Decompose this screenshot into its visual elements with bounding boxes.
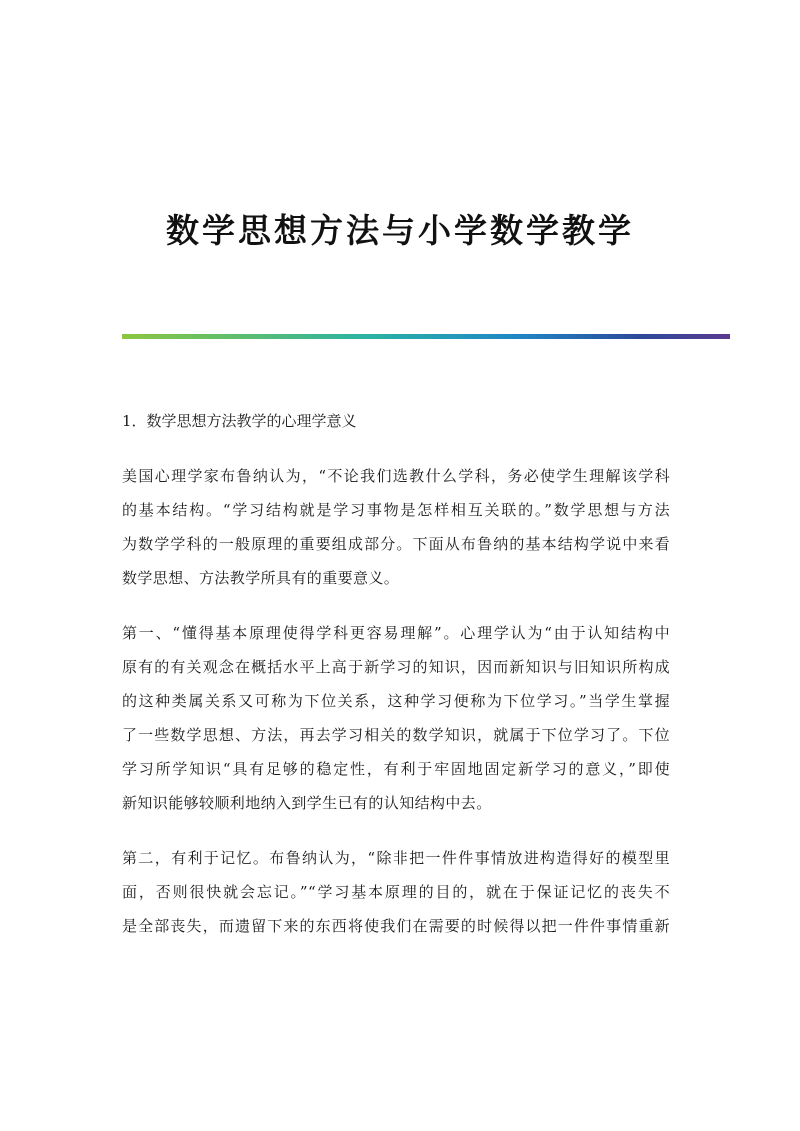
title-divider — [122, 334, 730, 339]
paragraph-line: 美国心理学家布鲁纳认为，“不论我们选教什么学科，务必使学生理解该学科 — [122, 467, 670, 485]
paragraph-line: 的这种类属关系又可称为下位关系，这种学习便称为下位学习。”当学生掌握 — [122, 692, 670, 710]
paragraph-line: 的基本结构。“学习结构就是学习事物是怎样相互关联的。”数学思想与方法 — [122, 501, 670, 519]
document-title: 数学思想方法与小学数学教学 — [166, 211, 634, 251]
paragraph-line: 为数学学科的一般原理的重要组成部分。下面从布鲁纳的基本结构学说中来看 — [122, 535, 670, 553]
paragraph-line: 学习所学知识“具有足够的稳定性，有利于牢固地固定新学习的意义，”即使 — [122, 760, 670, 778]
paragraph-line: 面，否则很快就会忘记。”“学习基本原理的目的，就在于保证记忆的丧失不 — [122, 883, 670, 901]
paragraph-line: 数学思想、方法教学所具有的重要意义。 — [122, 569, 400, 587]
paragraph-line: 原有的有关观念在概括水平上高于新学习的知识，因而新知识与旧知识所构成 — [122, 658, 670, 676]
section-heading: 1．数学思想方法教学的心理学意义 — [122, 412, 357, 430]
paragraph-1 — [122, 459, 670, 595]
paragraph-line: 了一些数学思想、方法，再去学习相关的数学知识，就属于下位学习了。下位 — [122, 726, 670, 744]
paragraph-line: 是全部丧失，而遗留下来的东西将使我们在需要的时候得以把一件件事情重新 — [122, 917, 670, 935]
paragraph-line: 新知识能够较顺利地纳入到学生已有的认知结构中去。 — [122, 794, 492, 812]
paragraph-line: 第二，有利于记忆。布鲁纳认为，“除非把一件件事情放进构造得好的模型里 — [122, 849, 670, 867]
document-body — [122, 404, 670, 964]
paragraph-line: 第一、“懂得基本原理使得学科更容易理解”。心理学认为“由于认知结构中 — [122, 624, 670, 642]
paragraph-3 — [122, 841, 670, 943]
paragraph-2 — [122, 616, 670, 820]
